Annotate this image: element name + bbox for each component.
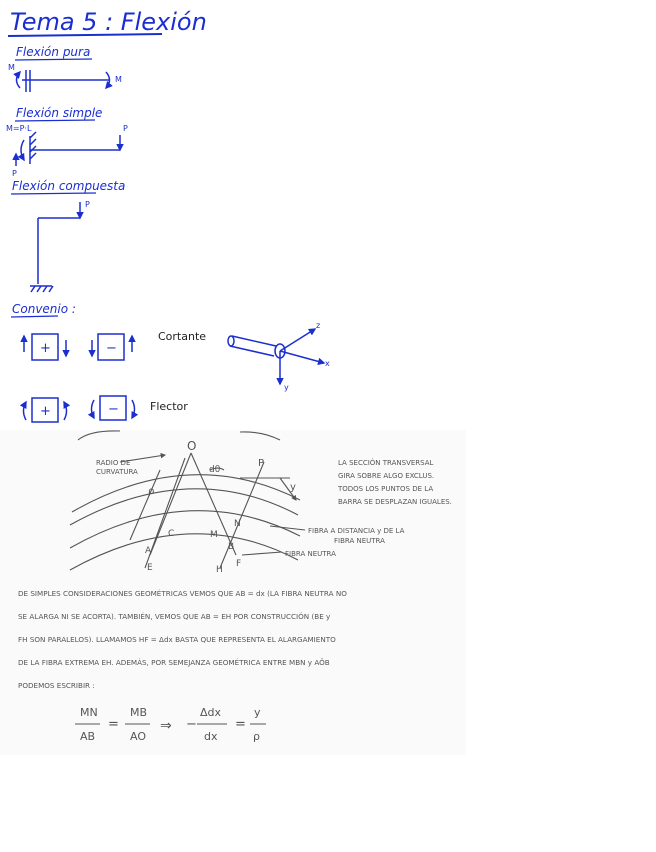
label-rho: ρ	[148, 486, 155, 497]
formula-f1-den: AB	[80, 730, 96, 743]
label-C: C	[168, 529, 175, 539]
formula-f4-num: y	[254, 706, 261, 719]
diagram-flexion-simple	[16, 132, 120, 166]
label-m-left: M	[8, 63, 15, 72]
note-line-2: GIRA SOBRE ALGO EXCLUS.	[338, 472, 435, 480]
paragraph-line-1: DE SIMPLES CONSIDERACIONES GEOMÉTRICAS VEMOS QUE AB = dx (LA FIBRA NEUTRA NO	[18, 589, 347, 598]
label-E: E	[147, 563, 153, 573]
label-y: y	[290, 482, 296, 493]
label-A: A	[145, 546, 152, 556]
formula-f4-den: ρ	[253, 730, 260, 743]
note-line-4: BARRA SE DESPLAZAN IGUALES.	[338, 498, 452, 506]
label-curvatura: CURVATURA	[96, 468, 138, 476]
paragraph-line-2: SE ALARGA NI SE ACORTA). TAMBIÉN, VEMOS QUE AB = EH POR CONSTRUCCIÓN (BE y	[18, 612, 331, 621]
underline-convenio	[11, 316, 58, 317]
label-N: N	[234, 519, 241, 529]
label-p-compuesta: P	[85, 200, 90, 209]
moment-minus: −	[108, 402, 119, 417]
axis-z-label: z	[316, 321, 321, 330]
diagram-flexion-pura	[17, 70, 111, 92]
note-line-3: TODOS LOS PUNTOS DE LA	[338, 485, 434, 493]
label-m-right: M	[115, 75, 122, 84]
label-B: B	[228, 542, 235, 552]
page-title: Tema 5 : Flexión	[10, 8, 207, 36]
bar-axes-diagram	[228, 329, 324, 384]
underline-pura	[15, 59, 92, 60]
label-flector: Flector	[150, 400, 188, 413]
heading-flexion-simple: Flexión simple	[16, 106, 103, 120]
label-F: F	[236, 559, 242, 569]
underline-simple	[15, 120, 95, 121]
shear-minus: −	[106, 341, 117, 356]
label-fibra-distancia-1: FIBRA A DISTANCIA y DE LA	[308, 527, 405, 535]
formula-eq1: =	[108, 717, 119, 732]
label-radio: RADIO DE	[96, 459, 131, 467]
formula-minus: −	[186, 717, 197, 732]
axis-x-label: x	[325, 359, 330, 368]
formula-f1-num: MN	[80, 706, 98, 719]
label-O: O	[187, 439, 197, 453]
formula-eq2: =	[235, 717, 246, 732]
moment-plus: +	[40, 404, 51, 419]
paragraph-line-5: PODEMOS ESCRIBIR :	[18, 681, 95, 690]
paragraph-line-4: DE LA FIBRA EXTREMA EH. ADEMÁS, POR SEMEJANZA GEOMÉTRICA ENTRE MBN y AÔB	[18, 658, 330, 667]
label-p-simple-bottom: P	[12, 169, 17, 178]
note-line-1: LA SECCIÓN TRANSVERSAL	[338, 459, 434, 467]
formula-f2-num: MB	[130, 706, 148, 719]
label-H: H	[216, 565, 223, 575]
label-dtheta: dθ	[209, 465, 221, 475]
heading-flexion-compuesta: Flexión compuesta	[12, 179, 126, 193]
label-P: P	[258, 458, 265, 469]
heading-flexion-pura: Flexión pura	[16, 45, 91, 59]
label-fibra-neutra: FIBRA NEUTRA	[285, 550, 336, 558]
underline-compuesta	[11, 193, 96, 194]
label-moment: M=P·L	[6, 124, 32, 133]
label-fibra-distancia-2: FIBRA NEUTRA	[334, 537, 385, 545]
label-p-simple-top: P	[123, 124, 128, 133]
formula-f2-den: AO	[130, 730, 146, 743]
heading-convenio: Convenio :	[12, 302, 76, 316]
paragraph-line-3: FH SON PARALELOS). LLAMAMOS HF = Δdx BASTA QUE REPRESENTA EL ALARGAMIENTO	[18, 635, 336, 644]
axis-y-label: y	[284, 383, 289, 392]
label-cortante: Cortante	[158, 330, 207, 343]
diagram-flexion-compuesta	[30, 202, 80, 292]
shear-plus: +	[40, 341, 51, 356]
formula-implies: ⇒	[160, 718, 172, 734]
formula-f3-den: dx	[204, 730, 218, 743]
label-M: M	[210, 530, 218, 540]
formula-f3-num: Δdx	[200, 706, 222, 719]
